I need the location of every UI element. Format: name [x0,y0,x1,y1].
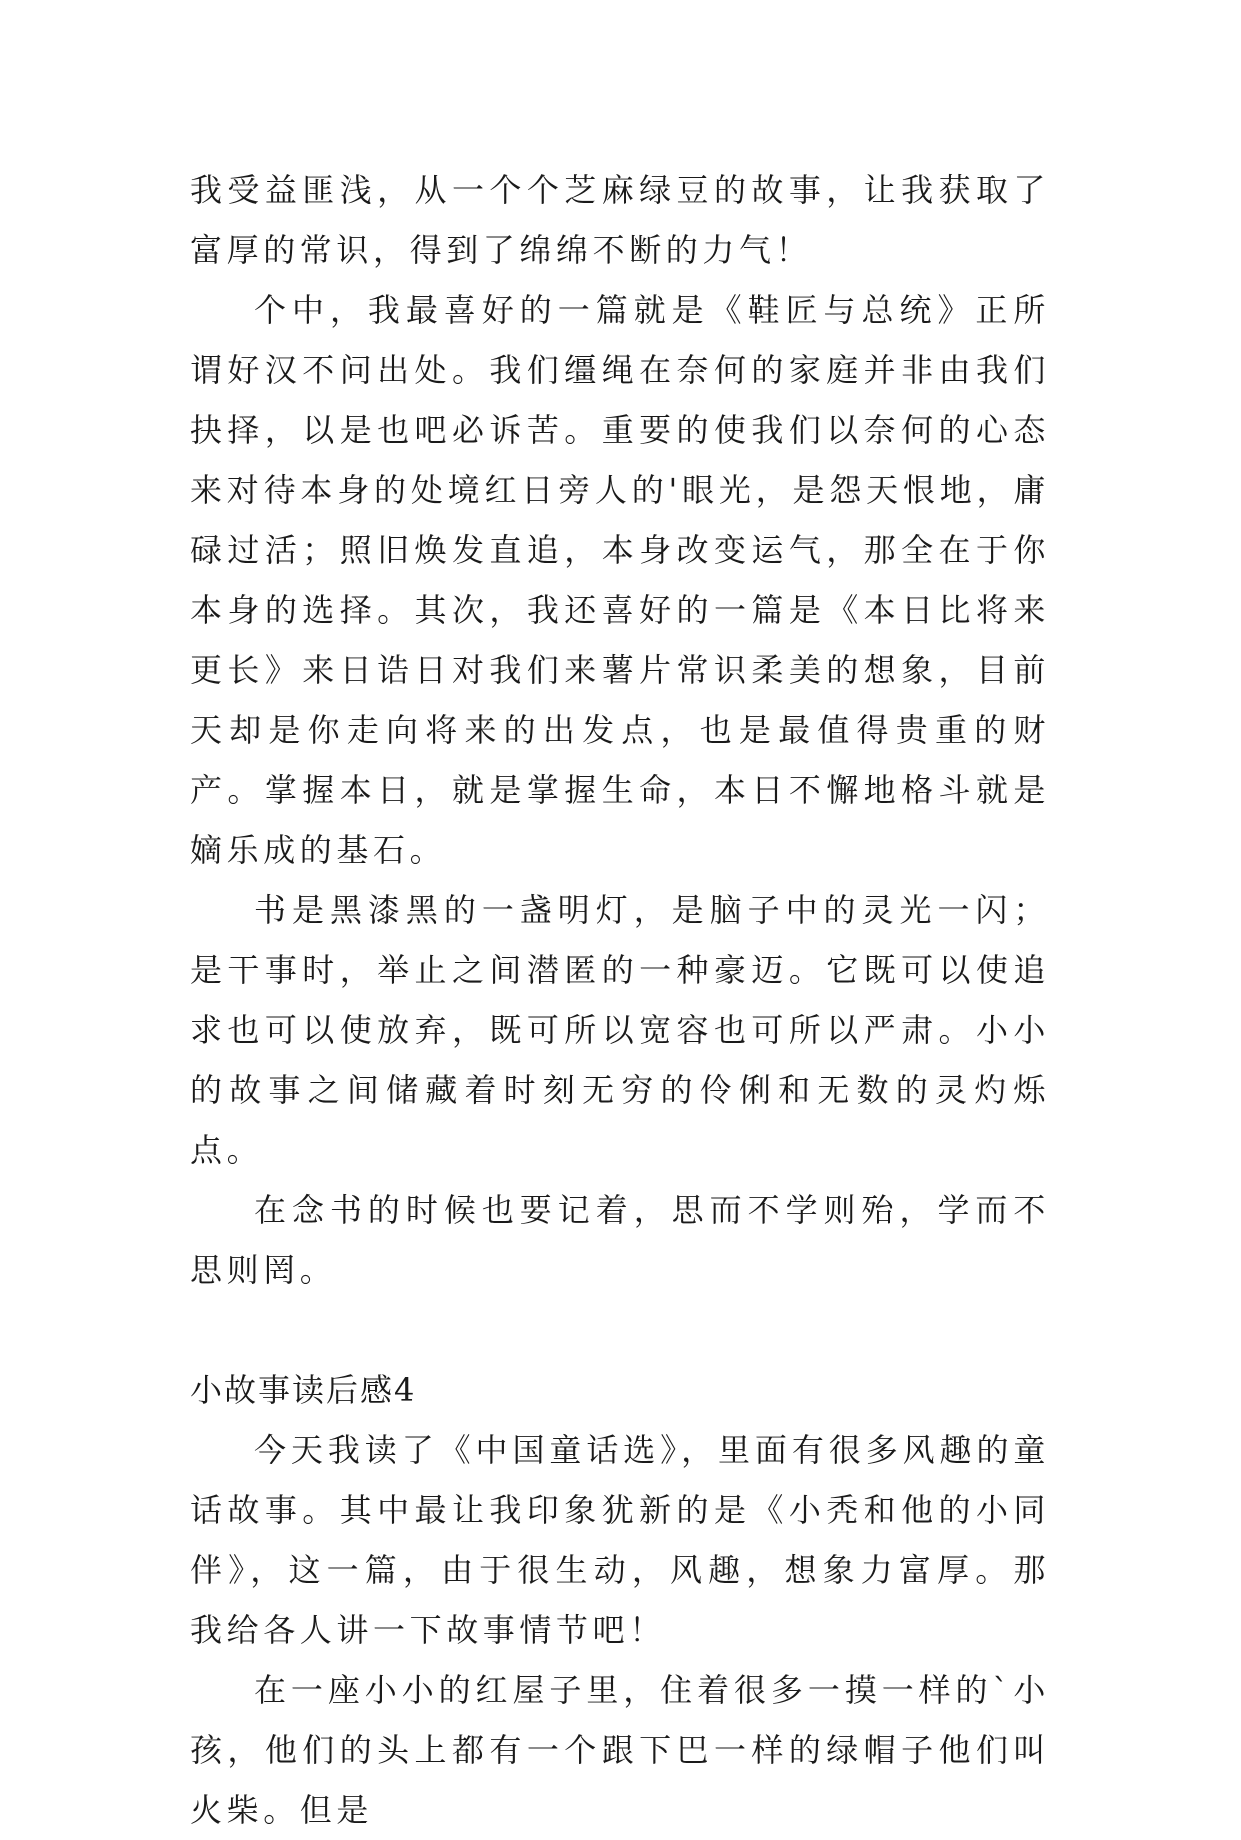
paragraph-fairy-tale-intro: 今天我读了《中国童话选》，里面有很多风趣的童话故事。其中最让我印象犹新的是《小秃和他的小同伴》，这一篇，由于很生动，风趣，想象力富厚。那我给各人讲一下故事情节吧！ [190,1431,1050,1649]
paragraph-story-start: 在一座小小的红屋子里，住着很多一摸一样的`小孩，他们的头上都有一个跟下巴一样的绿帽子他们叫火柴。但是 [190,1671,1050,1829]
paragraph-continuation: 我受益匪浅，从一个个芝麻绿豆的故事，让我获取了富厚的常识，得到了绵绵不断的力气！ [190,171,1050,269]
section-heading: 小故事读后感4 [190,1371,417,1409]
paragraph-book-lamp: 书是黑漆黑的一盏明灯，是脑子中的灵光一闪；是干事时，举止之间潜匿的一种豪迈。它既可以使追求也可以使放弃，既可所以宽容也可所以严肃。小小的故事之间储藏着时刻无穷的伶俐和无数的灵灼烁点。 [190,891,1050,1169]
paragraph-reading-advice: 在念书的时候也要记着，思而不学则殆，学而不思则罔。 [190,1191,1050,1289]
document-body [190,160,1050,1840]
paragraph-favorite-story: 个中，我最喜好的一篇就是《鞋匠与总统》正所谓好汉不问出处。我们缰绳在奈何的家庭并非由我们抉择，以是也吧必诉苦。重要的使我们以奈何的心态来对待本身的处境红日旁人的'眼光，是怨天恨地，庸碌过活；照旧焕发直追，本身改变运气，那全在于你本身的选择。其次，我还喜好的一篇是《本日比将来更长》来日诰日对我们来薯片常识柔美的想象，目前天却是你走向将来的出发点，也是最值得贵重的财产。掌握本日，就是掌握生命，本日不懈地格斗就是嫡乐成的基石。 [190,291,1050,869]
